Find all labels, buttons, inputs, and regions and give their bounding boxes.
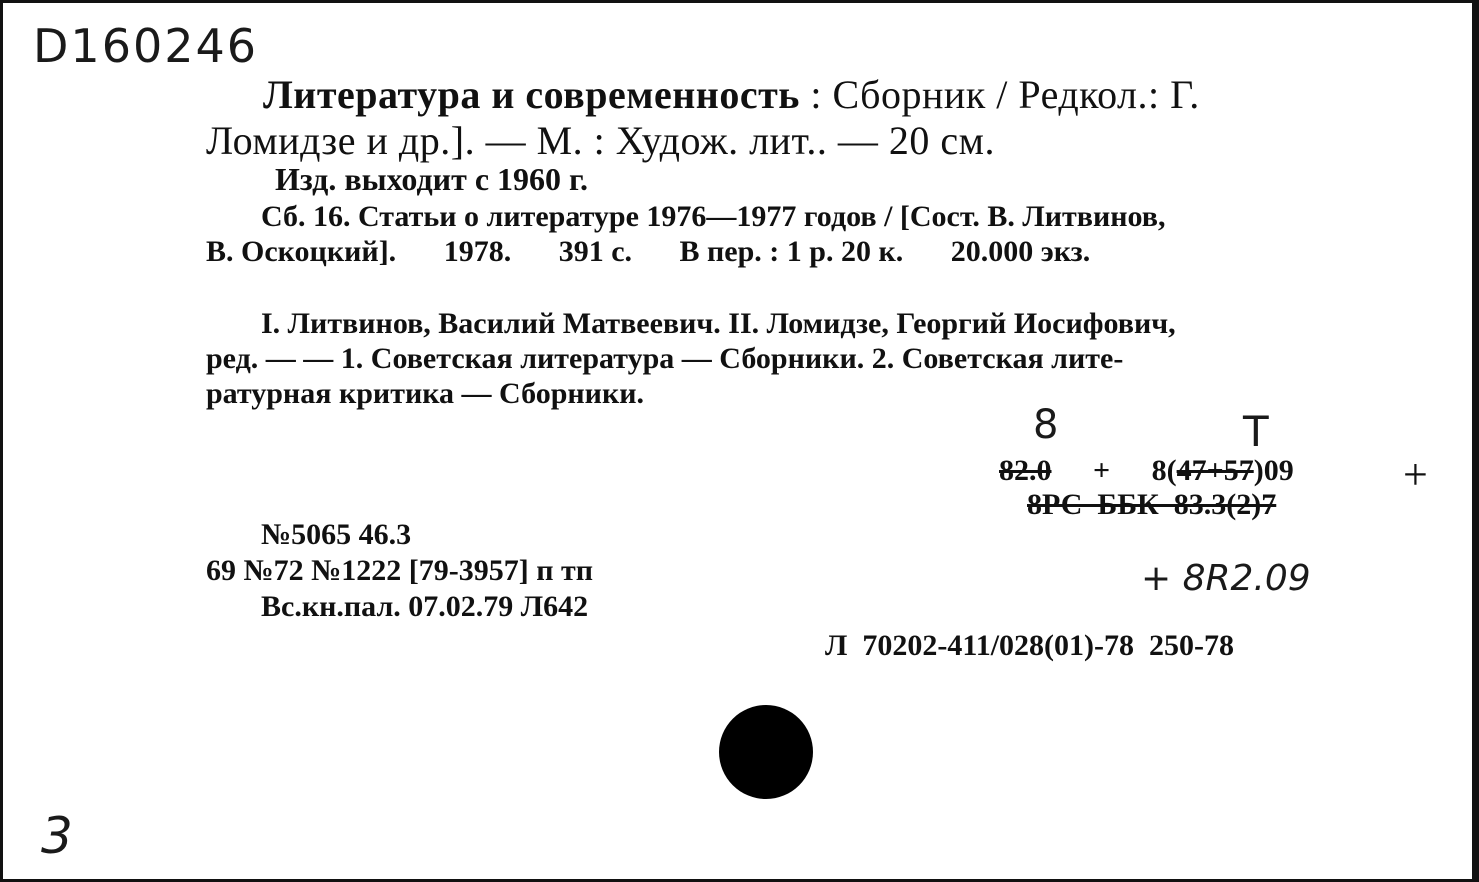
tracings-line-2: ред. — — 1. Советская литература — Сборники. 2. Советская лите-: [206, 342, 1124, 375]
corner-mark: 3: [41, 807, 73, 865]
code-struck: 47+57: [1176, 454, 1254, 487]
handwritten-t: Т: [1243, 407, 1269, 456]
udc-struck: 82.0: [999, 454, 1052, 487]
volume-year: 1978.: [443, 235, 512, 268]
bbk-struck: 8РС ББК 83.3(2)7: [1027, 488, 1277, 521]
code-suffix: )09: [1253, 454, 1294, 487]
volume-price: В пер. : 1 р. 20 к.: [679, 235, 904, 268]
tracings-line-1: I. Литвинов, Василий Матвеевич. II. Ломидзе, Георгий Иосифович,: [261, 307, 1176, 340]
tracings-line-3: ратурная критика — Сборники.: [206, 377, 645, 410]
handwritten-plus: +: [1403, 450, 1428, 499]
publication-note: Изд. выходит с 1960 г.: [275, 161, 588, 197]
book-chamber-line-2: 69 №72 №1222 [79-3957] п тп: [206, 554, 594, 587]
title-rest: : Сборник / Редкол.: Г.: [810, 72, 1200, 117]
punch-hole: [719, 705, 813, 799]
code-prefix: 8(: [1151, 454, 1177, 487]
heading-line-2: Ломидзе и др.]. — М. : Худож. лит.. — 20 см.: [206, 118, 995, 163]
volume-pages: 391 с.: [558, 235, 633, 268]
volume-authors: В. Оскоцкий].: [206, 235, 397, 268]
volume-line-2: [206, 237, 1090, 267]
volume-line-1: Сб. 16. Статьи о литературе 1976—1977 годов / [Сост. В. Литвинов,: [261, 200, 1166, 233]
index-line: Л 70202-411/028(01)-78 250-78: [825, 629, 1234, 662]
handwritten-addition: + 8R2.09: [1141, 558, 1311, 599]
handwritten-8: 8: [1033, 402, 1059, 448]
heading-line-1: [263, 72, 1200, 117]
classification-line: [999, 456, 1294, 486]
book-chamber-line-3: Вс.кн.пал. 07.02.79 Л642: [261, 590, 589, 623]
book-chamber-line-1: №5065 46.3: [261, 518, 412, 551]
accession-number: D160246: [33, 19, 259, 73]
title: Литература и современность: [263, 72, 800, 117]
plus-sign: +: [1093, 454, 1111, 487]
volume-copies: 20.000 экз.: [950, 235, 1091, 268]
